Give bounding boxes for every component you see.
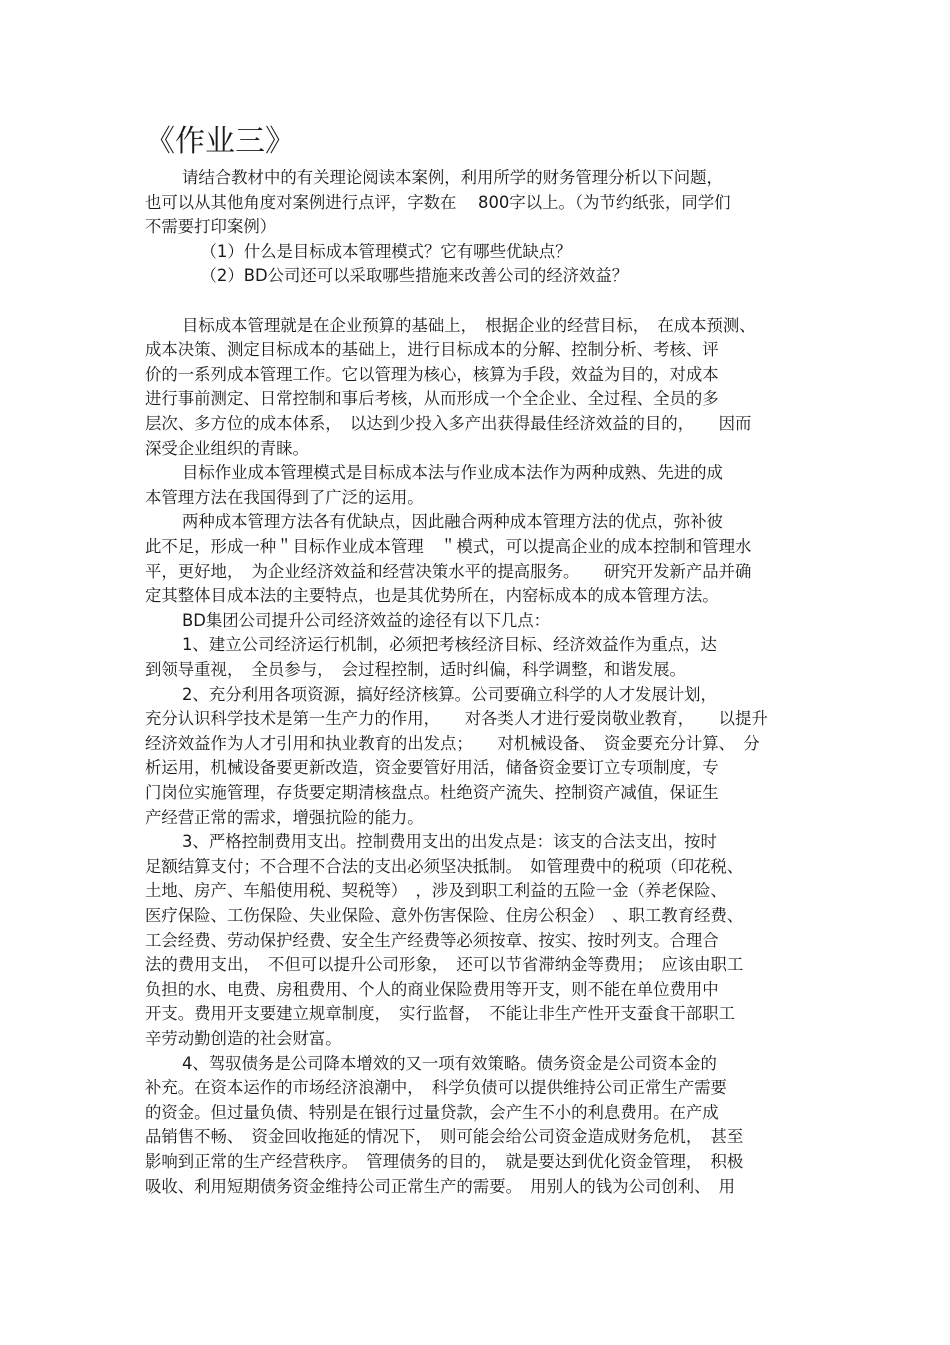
- paragraph-line: 价的一系列成本管理工作。它以管理为核心，核算为手段，效益为目的，对成本: [145, 364, 719, 384]
- paragraph-line: 门岗位实施管理，存货要定期清核盘点。杜绝资产流失、控制资产减值，保证生: [145, 783, 719, 802]
- paragraph-line: 不需要打印案例）: [145, 217, 277, 237]
- paragraph-line: 吸收、利用短期债务资金维持公司正常生产的需要。 用别人的钱为公司创利、 用: [145, 1176, 736, 1196]
- document-title: 《作业三》: [145, 124, 295, 159]
- paragraph-line: 定其整体目成本法的主要特点，也是其优势所在，内窑标成本的成本管理方法。: [145, 586, 719, 606]
- paragraph-line: 成本决策、测定目标成本的基础上，进行目标成本的分解、控制分析、考核、评: [145, 340, 719, 360]
- paragraph-line: 3、严格控制费用支出。控制费用支出的出发点是：该支的合法支出，按时: [182, 832, 717, 852]
- paragraph-line: 的资金。但过量负债、特别是在银行过量贷款，会产生不小的利息费用。在产成: [145, 1102, 719, 1122]
- paragraph-line: 此不足，形成一种＂目标作业成本管理 ＂模式，可以提高企业的成本控制和管理水: [145, 537, 752, 556]
- paragraph-line: 2、充分利用各项资源，搞好经济核算。公司要确立科学的人才发展计划，: [182, 684, 717, 704]
- paragraph-line: 开支。费用开支要建立规章制度， 实行监督， 不能让非生产性开支蚕食干部职工: [145, 1004, 736, 1024]
- paragraph-line: 品销售不畅、 资金回收拖延的情况下， 则可能会给公司资金造成财务危机， 甚至: [145, 1127, 744, 1147]
- paragraph-line: 辛劳动勤创造的社会财富。: [145, 1029, 342, 1048]
- paragraph-line: 补充。在资本运作的市场经济浪潮中， 科学负债可以提供维持公司正常生产需要: [145, 1078, 727, 1098]
- paragraph-line: 层次、多方位的成本体系， 以达到少投入多产出获得最佳经济效益的目的， 因而: [145, 414, 752, 433]
- paragraph-line: 析运用，机械设备要更新改造，资金要管好用活，储备资金要订立专项制度，专: [145, 758, 719, 778]
- paragraph-line: 目标成本管理就是在企业预算的基础上， 根据企业的经营目标， 在成本预测、: [182, 315, 756, 335]
- paragraph-line: 4、驾驭债务是公司降本增效的又一项有效策略。债务资金是公司资本金的: [182, 1053, 717, 1073]
- paragraph-line: 两种成本管理方法各有优缺点，因此融合两种成本管理方法的优点，弥补彼: [182, 512, 723, 532]
- paragraph-line: 深受企业组织的青睐。: [145, 438, 309, 458]
- paragraph-line: 产经营正常的需求，增强抗险的能力。: [145, 807, 424, 827]
- paragraph-line: 医疗保险、工伤保险、失业保险、意外伤害保险、住房公积金） 、职工教育经费、: [145, 906, 744, 925]
- paragraph-line: 也可以从其他角度对案例进行点评，字数在 800字以上。（为节约纸张，同学们: [145, 192, 731, 212]
- paragraph-line: 请结合教材中的有关理论阅读本案例，利用所学的财务管理分析以下问题，: [182, 168, 723, 187]
- paragraph-line: 土地、房产、车船使用税、契税等） ，涉及到职工利益的五险一金（养老保险、: [145, 881, 727, 901]
- paragraph-line: 进行事前测定、日常控制和事后考核，从而形成一个全企业、全过程、全员的多: [145, 389, 719, 409]
- paragraph-line: BD集团公司提升公司经济效益的途径有以下几点：: [182, 610, 551, 630]
- paragraph-line: 本管理方法在我国得到了广泛的运用。: [145, 487, 424, 507]
- paragraph-line: 经济效益作为人才引用和执业教育的出发点； 对机械设备、 资金要充分计算、 分: [145, 733, 760, 753]
- paragraph-line: （1）什么是目标成本管理模式？它有哪些优缺点？: [200, 241, 572, 261]
- paragraph-line: 足额结算支付；不合理不合法的支出必须坚决抵制。 如管理费中的税项（印花税、: [145, 856, 744, 876]
- paragraph-line: 平，更好地， 为企业经济效益和经营决策水平的提高服务。 研究开发新产品并确: [145, 561, 752, 581]
- paragraph-line: 法的费用支出， 不但可以提升公司形象， 还可以节省滞纳金等费用； 应该由职工: [145, 955, 744, 975]
- paragraph-line: 工会经费、劳动保护经费、安全生产经费等必须按章、按实、按时列支。合理合: [145, 930, 719, 950]
- paragraph-line: 充分认识科学技术是第一生产力的作用， 对各类人才进行爱岗敬业教育， 以提升: [145, 709, 768, 729]
- paragraph-line: （2）BD公司还可以采取哪些措施来改善公司的经济效益？: [200, 266, 629, 286]
- paragraph-line: 影响到正常的生产经营秩序。 管理债务的目的， 就是要达到优化资金管理， 积极: [145, 1152, 744, 1171]
- paragraph-line: 目标作业成本管理模式是目标成本法与作业成本法作为两种成熟、先进的成: [182, 463, 723, 483]
- paragraph-line: 负担的水、电费、房租费用、个人的商业保险费用等开支，则不能在单位费用中: [145, 979, 719, 999]
- paragraph-line: 1、建立公司经济运行机制，必须把考核经济目标、经济效益作为重点，达: [182, 635, 717, 655]
- paragraph-line: 到领导重视， 全员参与， 会过程控制，适时纠偏，科学调整，和谐发展。: [145, 660, 686, 679]
